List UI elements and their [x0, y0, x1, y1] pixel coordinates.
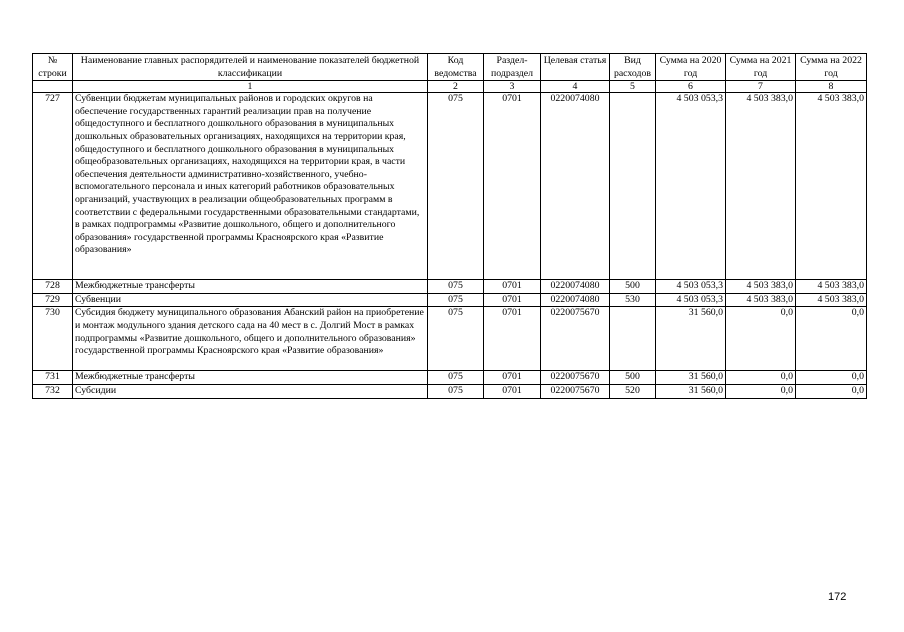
row-section: 0701: [484, 280, 541, 294]
row-sum-2021: 0,0: [726, 371, 796, 385]
header-name: Наименование главных распорядителей и наименование показателей бюджетной классификации: [73, 54, 428, 81]
row-dept: 075: [428, 93, 484, 280]
row-type: 500: [610, 371, 656, 385]
table-row: [33, 371, 867, 385]
table-row: [33, 280, 867, 294]
row-sum-2020: 31 560,0: [656, 384, 726, 398]
table-row: [33, 293, 867, 307]
row-section: 0701: [484, 293, 541, 307]
row-sum-2020: 4 503 053,3: [656, 280, 726, 294]
budget-table: [32, 53, 867, 399]
header-row-no: № строки: [33, 54, 73, 81]
row-name: Субвенции: [73, 293, 428, 307]
row-section: 0701: [484, 93, 541, 280]
column-index: 6: [656, 81, 726, 93]
row-target: 0220074080: [541, 280, 610, 294]
table-row: [33, 307, 867, 371]
row-sum-2020: 4 503 053,3: [656, 93, 726, 280]
row-target: 0220074080: [541, 93, 610, 280]
header-expense-type: Вид расходов: [610, 54, 656, 81]
row-type: 520: [610, 384, 656, 398]
row-sum-2021: 4 503 383,0: [726, 293, 796, 307]
header-sum-2022: Сумма на 2022 год: [796, 54, 867, 81]
row-number: 727: [33, 93, 73, 280]
row-target: 0220075670: [541, 384, 610, 398]
row-number: 731: [33, 371, 73, 385]
row-sum-2022: 4 503 383,0: [796, 93, 867, 280]
row-sum-2020: 31 560,0: [656, 307, 726, 371]
column-index: 2: [428, 81, 484, 93]
row-type: [610, 307, 656, 371]
row-type: 530: [610, 293, 656, 307]
column-index: 1: [73, 81, 428, 93]
header-sum-2021: Сумма на 2021 год: [726, 54, 796, 81]
row-target: 0220075670: [541, 371, 610, 385]
row-sum-2020: 4 503 053,3: [656, 293, 726, 307]
column-index: 5: [610, 81, 656, 93]
row-number: 729: [33, 293, 73, 307]
column-index: 7: [726, 81, 796, 93]
row-section: 0701: [484, 371, 541, 385]
row-dept: 075: [428, 307, 484, 371]
row-sum-2022: 4 503 383,0: [796, 280, 867, 294]
row-target: 0220075670: [541, 307, 610, 371]
row-dept: 075: [428, 280, 484, 294]
table-row: [33, 93, 867, 280]
row-target: 0220074080: [541, 293, 610, 307]
row-number: 732: [33, 384, 73, 398]
column-index: 3: [484, 81, 541, 93]
page-number: 172: [828, 591, 847, 603]
row-sum-2021: 0,0: [726, 307, 796, 371]
row-sum-2022: 0,0: [796, 384, 867, 398]
row-sum-2022: 0,0: [796, 307, 867, 371]
row-dept: 075: [428, 384, 484, 398]
header-dept-code: Код ведомства: [428, 54, 484, 81]
row-sum-2021: 4 503 383,0: [726, 280, 796, 294]
row-section: 0701: [484, 384, 541, 398]
table-row: [33, 384, 867, 398]
column-index: [33, 81, 73, 93]
row-name: Межбюджетные трансферты: [73, 280, 428, 294]
row-number: 728: [33, 280, 73, 294]
row-sum-2021: 0,0: [726, 384, 796, 398]
row-dept: 075: [428, 293, 484, 307]
row-name: Субсидия бюджету муниципального образования Абанский район на приобретение и монтаж модульного здания детского сада на 40 мест в с. Долгий Мост в рамках подпрограммы «Развитие дошкольного, общего и дополнительного образования» государственной программы Красноярского края «Развитие образования»: [73, 307, 428, 371]
row-name: Субсидии: [73, 384, 428, 398]
row-name: Межбюджетные трансферты: [73, 371, 428, 385]
header-section: Раздел-подраздел: [484, 54, 541, 81]
row-sum-2022: 0,0: [796, 371, 867, 385]
row-section: 0701: [484, 307, 541, 371]
column-index-row: [33, 81, 867, 93]
row-name: Субвенции бюджетам муниципальных районов и городских округов на обеспечение государственных гарантий реализации прав на получение общедоступного и бесплатного дошкольного образования в муниципальных дошкольных образовательных организациях, находящихся на территории края, общедоступного и бесплатного дошкольного образования в муниципальных общеобразовательных организациях, находящихся на территории края, в части обеспечения деятельности административно-хозяйственного, учебно-вспомогательного персонала и иных категорий работников образовательных организаций, участвующих в реализации общеобразовательных программ в соответствии с федеральными государственными образовательными стандартами, в рамках подпрограммы «Развитие дошкольного, общего и дополнительного образования» государственной программы Красноярского края «Развитие образования»: [73, 93, 428, 280]
column-index: 4: [541, 81, 610, 93]
header-target: Целевая статья: [541, 54, 610, 81]
column-index: 8: [796, 81, 867, 93]
row-type: 500: [610, 280, 656, 294]
row-sum-2020: 31 560,0: [656, 371, 726, 385]
header-sum-2020: Сумма на 2020 год: [656, 54, 726, 81]
row-type: [610, 93, 656, 280]
table-header: [33, 54, 867, 93]
row-sum-2022: 4 503 383,0: [796, 293, 867, 307]
row-dept: 075: [428, 371, 484, 385]
row-number: 730: [33, 307, 73, 371]
row-sum-2021: 4 503 383,0: [726, 93, 796, 280]
